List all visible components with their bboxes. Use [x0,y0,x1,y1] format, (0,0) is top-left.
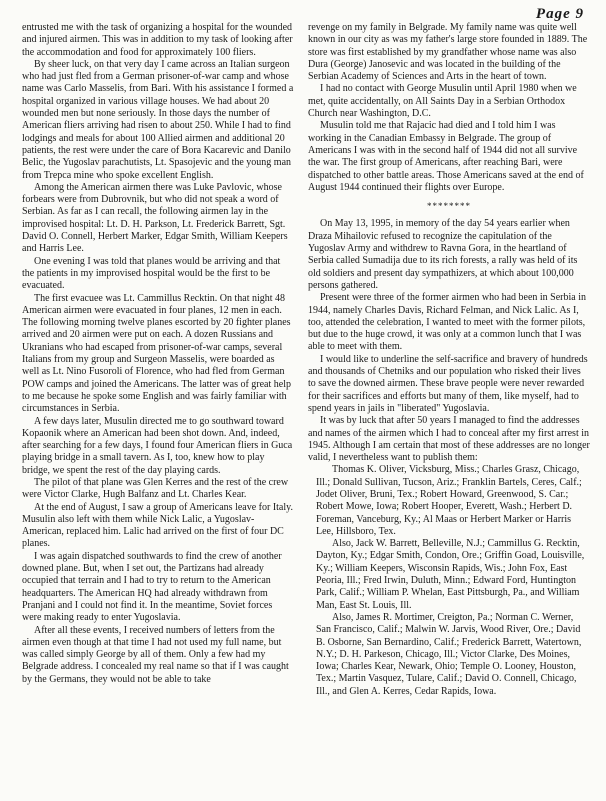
paragraph: Present were three of the former airmen who had been in Serbia in 1944, namely Charles Davis, Richard Felman, and Nick Lalic. As I, too, attended the celebration, I wanted to meet with the former pilots, but due to the huge crowd, it was only at a common lunch that I was able to meet with them. [308,292,587,353]
page-number: Page 9 [535,6,584,22]
paragraph: On May 13, 1995, in memory of the day 54 years earlier when Draza Mihailovic refused to recognize the capitulation of the Yugoslav Army and withdrew to Ravna Gora, in the heartland of Serbia called Sumadija due to its rich forests, a rally was held of its old soldiers and present day sympathizers, at which about 100,000 persons gathered. [308,218,578,291]
paragraph: By sheer luck, on that very day I came across an Italian surgeon who had just fled from a German prisoner-of-war camp and whose name was Carlo Masselis, from Bari. With his assistance I formed a hospital organized in various village houses. We had about 20 wounded men but none seriously. In those days the number of American fliers arriving had risen to about 250. While I had to find lodgings and meals for about 100 Allied airmen and additional 20 patients, the rest were under the care of Bora Kacarevic and Danilo Belic, the Yugoslav parachutists, Lt. Spasojevic and the young man from Trepca mine who spoke excellent English. [22,58,294,181]
paragraph: A few days later, Musulin directed me to go southward toward Kopaonik where an American had been shot down. And, indeed, after searching for a few days, I found four American fliers in Guca playing bridge in a small tavern. As I, too, knew how to play bridge, we spent the rest of the day playing cards. [22,415,293,476]
paragraph: I had no contact with George Musulin until April 1980 when we met, quite accidentally, on All Saints Day in a Serbian Orthodox Church near Washington, D.C. [308,83,577,120]
right-column [308,22,590,698]
address-paragraph: Also, Jack W. Barrett, Belleville, N.J.; Cammillus G. Recktin, Dayton, Ky.; Edgar Smith, Condon, Ore.; Griffin Goad, Louisville, Ky.; William Keepers, Wisconsin Rapids, Wis.; John Fox, East Peoria, Ill.; Fred Irwin, Duluth, Minn.; Edward Ford, Huntington Park, Calif.; William P. Whelan, East Pittsburgh, Pa., and William Man, East St. Louis, Ill. [316,538,585,611]
paragraph: revenge on my family in Belgrade. My family name was quite well known in our city as was my father's large store founded in 1889. The store was first established by my grandfather whose name was also Dura (George) Janosevic and was located in the building of the Serbian Academy of Sciences and Arts in the heart of town. [308,22,588,83]
paragraph: After all these events, I received numbers of letters from the airmen even though at that time I had not used my full name, but was called simply George by all of them. Only a few had my Belgrade address. I concealed my real name so that if I was caught by the Germans, they would not be able to take [22,624,289,685]
paragraph: I was again dispatched southwards to find the crew of another downed plane. But, when I set out, the Partizans had already occupied that terrain and I had to try to return to the American headquarters. The American HQ had already withdrawn from Pranjani and I could not find it. In the meantime, Soviet forces were making ready to enter Yugoslavia. [22,550,282,624]
paragraph: The pilot of that plane was Glen Kerres and the rest of the crew were Victor Clarke, Hugh Balfanz and Lt. Charles Kear. [22,476,289,501]
paragraph: Among the American airmen there was Luke Pavlovic, whose forbears were from Dubrovnik, but who did not speak a word of Serbian. As far as I can recall, the following airmen lay in the improvised hospital: Lt. D. H. Parkson, Lt. Frederick Barrett, Sgt. David O. Connell, Herbert Marker, Edgar Smith, William Keepers and Harris Lee. [22,181,288,255]
paragraph: entrusted me with the task of organizing a hospital for the wounded and injured airmen. This was in addition to my task of looking after the accommodation and food for approximately 100 fliers. [22,22,293,58]
address-paragraph: Thomas K. Oliver, Vicksburg, Miss.; Charles Grasz, Chicago, Ill.; Donald Sullivan, Tucson, Ariz.; Franklin Bartels, Ceres, Calf.; Jodet Oliver, Bruni, Tex.; Robert Howard, Greenwood, S. Car.; Robert Mowe, Iowa; Robert Hooper, Everett, Wash.; Herbert D. Foreman, Vanceburg, Ky.; Al Maas or Herbert Marker or Harris Lee, Hillsboro, Tex. [316,464,582,537]
address-list [308,464,590,698]
left-column [22,22,294,686]
paragraph: I would like to underline the self-sacrifice and bravery of hundreds and thousands of Chetniks and our population who risked their lives to save the downed airmen. These brave people were never rewarded for their sacrifices and efforts but many of them, like myself, had to spend years in jails in "liberated" Yugoslavia. [308,353,588,414]
address-paragraph: Also, James R. Mortimer, Creigton, Pa.; Norman C. Werner, San Francisco, Calif.; Malwin W. Jarvis, Wood River, Ore.; David B. Osborne, San Bernardino, Calif.; Frederick Barrett, Watertown, N.Y.; D. H. Parkeson, Chicago, Ill.; Victor Clarke, Des Moines, Iowa; Charles Kear, Newark, Ohio; Temple O. Looney, Houston, Tex.; Martin Vasquez, Tulare, Calif.; David O. Connell, Chicago, Ill., and Glen A. Kerres, Cedar Rapids, Iowa. [316,611,582,697]
paragraph: It was by luck that after 50 years I managed to find the addresses and names of the airmen which I had to conceal after my first arrest in 1945. Although I am certain that most of these addresses are no longer valid, I nevertheless want to publish them: [308,415,590,464]
section-separator: ******** [427,201,471,212]
paragraph: One evening I was told that planes would be arriving and that the patients in my improvised hospital would be the first to be evacuated. [22,255,281,292]
paragraph: Musulin told me that Rajacic had died and I told him I was working in the Canadian Embassy in Belgrade. The group of Americans I was with in the second half of 1944 did not all survive the war. The first group of Americans, after reaching Bari, were dispatched to other battle areas. Those Americans saved at the end of August 1944 continued their flights over Europe. [308,120,584,193]
paragraph: The first evacuee was Lt. Cammillus Recktin. On that night 48 American airmen were evacuated in four planes, 12 men in each. The following morning twelve planes escorted by 20 fighter planes arrived and 20 airmen were put on each. A dozen Russians and Ukranians who had escaped from prisoner-of-war camps, several Italians from my group and Surgeon Masselis, were boarded as well as Lt. Nino Fusoroli of Florence, who had fled from German POW camps and joined the Americans. The latter was of great help to me because he spoke some English and was fairly familiar with circumstances in Serbia. [22,292,291,415]
paragraph: At the end of August, I saw a group of Americans leave for Italy. Musulin also left with them while Nick Lalic, a Yugoslav-American, replaced him. Lalic had arrived on the first of four DC planes. [22,501,293,550]
